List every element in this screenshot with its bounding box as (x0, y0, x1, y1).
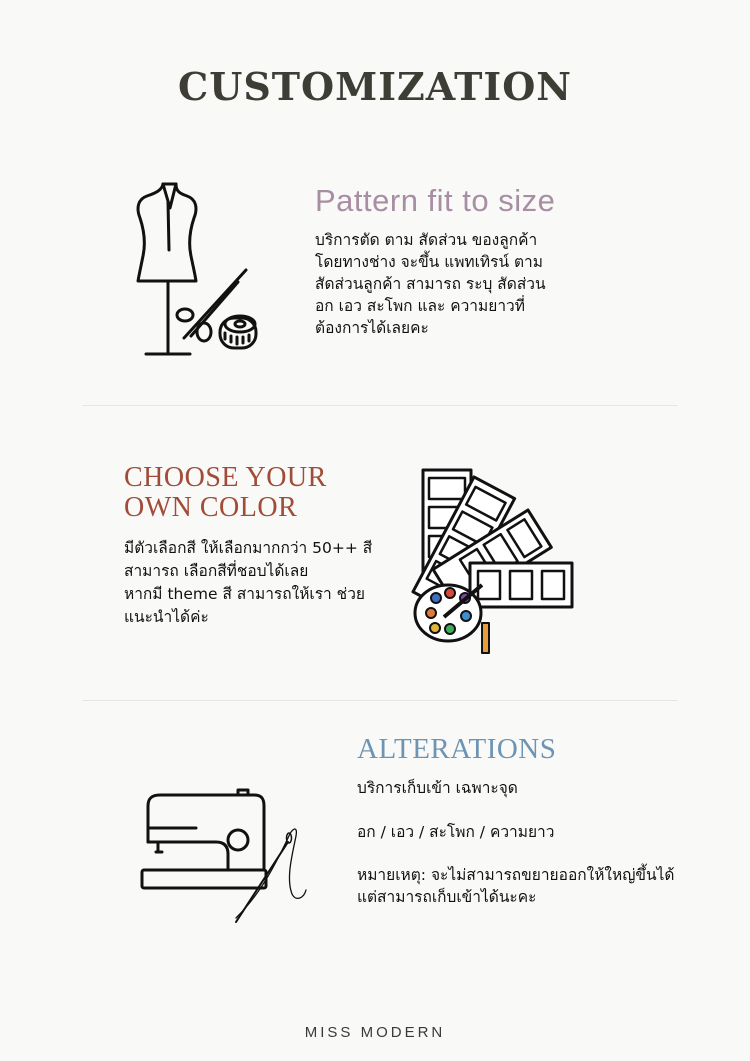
section-heading: Pattern fit to size (315, 183, 556, 218)
sewing-machine-needle-icon (136, 780, 316, 930)
section-divider (82, 405, 678, 406)
section-note: หมายเหตุ: จะไม่สามารถขยายออกให้ใหญ่ขึ้นได้ แต่สามารถเก็บเข้าได้นะคะ (357, 866, 675, 906)
page-title: CUSTOMIZATION (177, 64, 573, 109)
section-divider (82, 700, 678, 701)
dress-form-scissors-measuring-tape-icon (128, 178, 268, 360)
brand-footer: MISS MODERN (304, 1024, 446, 1041)
section-description: บริการตัด ตาม สัดส่วน ของลูกค้า โดยทางช่าง จะขึ้น แพทเทิรน์ ตาม สัดส่วนลูกค้า สามารถ ระบุ สัดส่วน อก เอว สะโพก และ ความยาวที่ ต้องการได้เลยคะ (315, 231, 546, 337)
section-description: มีตัวเลือกสี ให้เลือกมากกว่า 50++ สี สามารถ เลือกสีที่ชอบได้เลย หากมี theme สี สามารถให้เรา ช่วย แนะนำได้ค่ะ (124, 539, 373, 626)
section-heading: CHOOSE YOUR OWN COLOR (124, 462, 327, 523)
section-heading: ALTERATIONS (357, 733, 557, 765)
color-swatch-palette-icon (408, 465, 580, 657)
section-description-line: บริการเก็บเข้า เฉพาะจุด (357, 779, 518, 797)
section-description-line: อก / เอว / สะโพก / ความยาว (357, 823, 555, 841)
